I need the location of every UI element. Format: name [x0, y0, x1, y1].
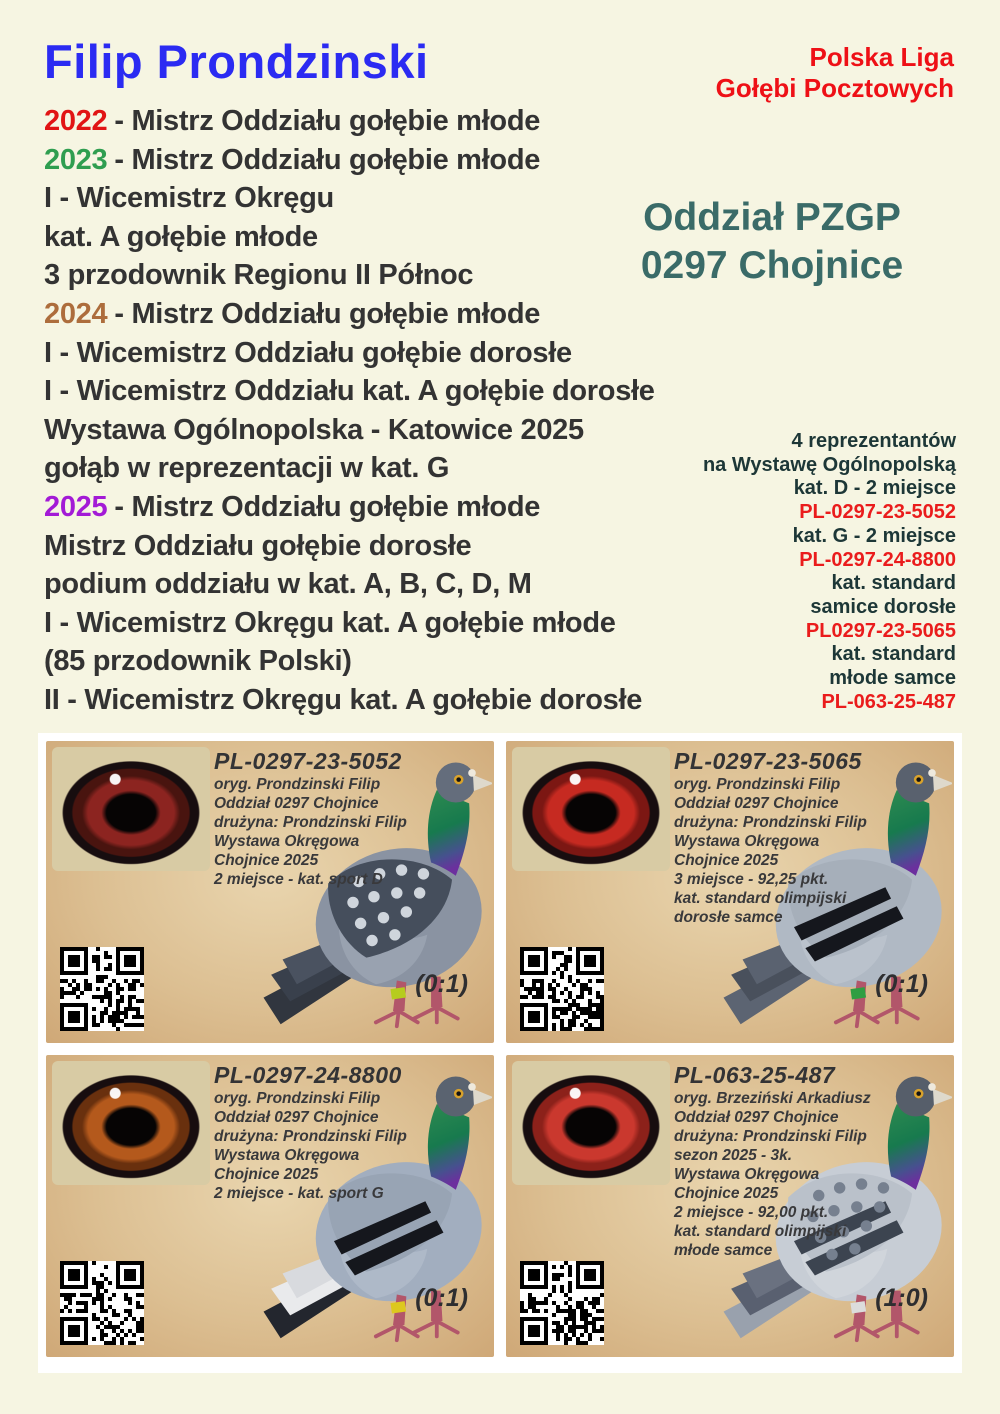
card-info-line: 2 miejsce - kat. sport D [214, 871, 383, 888]
achievement-line [44, 141, 655, 180]
qr-code [520, 947, 604, 1031]
score-label: (0:1) [875, 970, 928, 998]
achievement-text: II - Wicemistrz Okręgu kat. A gołębie dorosłe [44, 683, 643, 716]
reps-line: kat. D - 2 miejsce [793, 477, 956, 500]
achievement-text: I - Wicemistrz Okręgu kat. A gołębie młode [44, 606, 616, 639]
reps-line: kat. G - 2 miejsce [792, 524, 956, 547]
eye-photo [512, 1061, 670, 1185]
card-info-line: oryg. Prondzinski Filip [214, 776, 381, 793]
ring-number: PL0297-23-5065 [805, 619, 956, 642]
card-info-line: drużyna: Prondzinski Filip [674, 1128, 867, 1145]
achievement-text: I - Wicemistrz Okręgu [44, 182, 334, 215]
ring-number: PL-0297-24-8800 [799, 548, 956, 571]
qr-code [60, 1261, 144, 1345]
achievement-line [44, 642, 655, 681]
achievement-text: - Mistrz Oddziału gołębie młode [114, 297, 541, 330]
league-line1: Polska Liga [809, 42, 954, 72]
achievement-line [44, 102, 655, 141]
score-label: (0:1) [415, 1284, 468, 1312]
achievements-list [44, 102, 655, 720]
card-info-line: drużyna: Prondzinski Filip [214, 1128, 407, 1145]
club-line1: Oddział PZGP [643, 196, 901, 239]
achievement-text: Mistrz Oddziału gołębie dorosłe [44, 529, 472, 562]
eye-photo [52, 1061, 210, 1185]
achievement-line [44, 256, 655, 295]
achievement-text: podium oddziału w kat. A, B, C, D, M [44, 568, 532, 601]
ring-number: PL-0297-23-5052 [214, 748, 402, 774]
card-info-line: 2 miejsce - kat. sport G [214, 1185, 384, 1202]
year-badge: 2024 [44, 297, 108, 330]
reps-line: na Wystawę Ogólnopolską [702, 453, 956, 476]
year-badge: 2023 [44, 143, 108, 176]
achievement-line [44, 681, 655, 720]
card-info-line: Wystawa Okręgowa [674, 833, 820, 850]
card-info-line: Chojnice 2025 [674, 1185, 779, 1202]
qr-code [60, 947, 144, 1031]
achievement-text: I - Wicemistrz Oddziału gołębie dorosłe [44, 336, 572, 369]
ring-number: PL-0297-23-5052 [799, 501, 956, 524]
club-line2: 0297 Chojnice [640, 244, 904, 287]
reps-line: 4 reprezentantów [791, 430, 956, 452]
achievement-line [44, 334, 655, 373]
reps-line: kat. standard [831, 572, 956, 595]
ring-number: PL-0297-24-8800 [214, 1062, 402, 1088]
card-info-line: Wystawa Okręgowa [214, 833, 360, 850]
card-info-line: Oddział 0297 Chojnice [214, 795, 379, 812]
achievement-text: kat. A gołębie młode [44, 220, 318, 253]
qr-code [520, 1261, 604, 1345]
score-label: (1:0) [875, 1284, 928, 1312]
card-info-line: Chojnice 2025 [674, 852, 779, 869]
ring-number: PL-063-25-487 [674, 1062, 836, 1088]
pigeon-card [46, 741, 494, 1043]
pigeon-card [506, 741, 954, 1043]
card-info-line: Oddział 0297 Chojnice [214, 1109, 379, 1126]
card-info-line: Wystawa Okręgowa [674, 1166, 820, 1183]
card-info [214, 748, 407, 889]
achievement-text: - Mistrz Oddziału gołębie młode [114, 143, 541, 176]
achievement-text: 3 przodownik Regionu II Północ [44, 259, 474, 292]
card-info-line: 3 miejsce - 92,25 pkt. [674, 871, 829, 888]
card-info-line: Oddział 0297 Chojnice [674, 795, 839, 812]
reps-line: samice dorosłe [810, 595, 956, 618]
reps-line: młode samce [829, 667, 956, 690]
achievement-line [44, 179, 655, 218]
achievement-line [44, 527, 655, 566]
card-info-line: Wystawa Okręgowa [214, 1147, 360, 1164]
card-info-line: oryg. Brzeziński Arkadiusz [674, 1090, 871, 1107]
ring-number: PL-063-25-487 [821, 690, 956, 713]
eye-photo [512, 747, 670, 871]
pigeon-card-grid [38, 733, 962, 1373]
achievement-line [44, 295, 655, 334]
card-info-line: oryg. Prondzinski Filip [214, 1090, 381, 1107]
eye-photo [52, 747, 210, 871]
score-label: (0:1) [415, 970, 468, 998]
league-line2: Gołębi Pocztowych [715, 73, 954, 103]
league-label [716, 42, 954, 104]
achievement-line [44, 218, 655, 257]
achievement-text: - Mistrz Oddziału gołębie młode [114, 490, 541, 523]
card-info [214, 1062, 407, 1203]
card-info-line: 2 miejsce - 92,00 pkt. [674, 1204, 829, 1221]
achievement-line [44, 449, 655, 488]
achievement-line [44, 372, 655, 411]
achievement-line [44, 565, 655, 604]
achievement-line [44, 411, 655, 450]
pigeon-card [46, 1055, 494, 1357]
card-info-line: kat. standard olimpijski [674, 1223, 847, 1240]
card-info-line: młode samce [674, 1242, 773, 1259]
achievement-line [44, 488, 655, 527]
achievement-text: gołąb w reprezentacji w kat. G [44, 452, 450, 485]
achievement-text: Wystawa Ogólnopolska - Katowice 2025 [44, 413, 584, 446]
achievement-text: I - Wicemistrz Oddziału kat. A gołębie dorosłe [44, 375, 655, 408]
card-info-line: sezon 2025 - 3k. [674, 1147, 793, 1164]
pigeon-card [506, 1055, 954, 1357]
card-info-line: Chojnice 2025 [214, 1166, 319, 1183]
year-badge: 2025 [44, 490, 108, 523]
achievement-line [44, 604, 655, 643]
reps-line: kat. standard [831, 643, 956, 666]
card-info [674, 1062, 871, 1260]
card-info-line: Oddział 0297 Chojnice [674, 1109, 839, 1126]
achievement-text: - Mistrz Oddziału gołębie młode [114, 105, 541, 137]
year-badge: 2022 [44, 105, 108, 137]
page-title: Filip Prondzinski [44, 35, 429, 88]
card-info-line: drużyna: Prondzinski Filip [674, 814, 867, 831]
card-info-line: Chojnice 2025 [214, 852, 319, 869]
representatives-list [703, 430, 956, 714]
card-info-line: drużyna: Prondzinski Filip [214, 814, 407, 831]
card-info-line: kat. standard olimpijski [674, 890, 847, 907]
card-info [674, 748, 867, 927]
ring-number: PL-0297-23-5065 [674, 748, 862, 774]
achievement-text: (85 przodownik Polski) [44, 645, 352, 678]
card-info-line: oryg. Prondzinski Filip [674, 776, 841, 793]
card-info-line: dorosłe samce [674, 909, 783, 926]
